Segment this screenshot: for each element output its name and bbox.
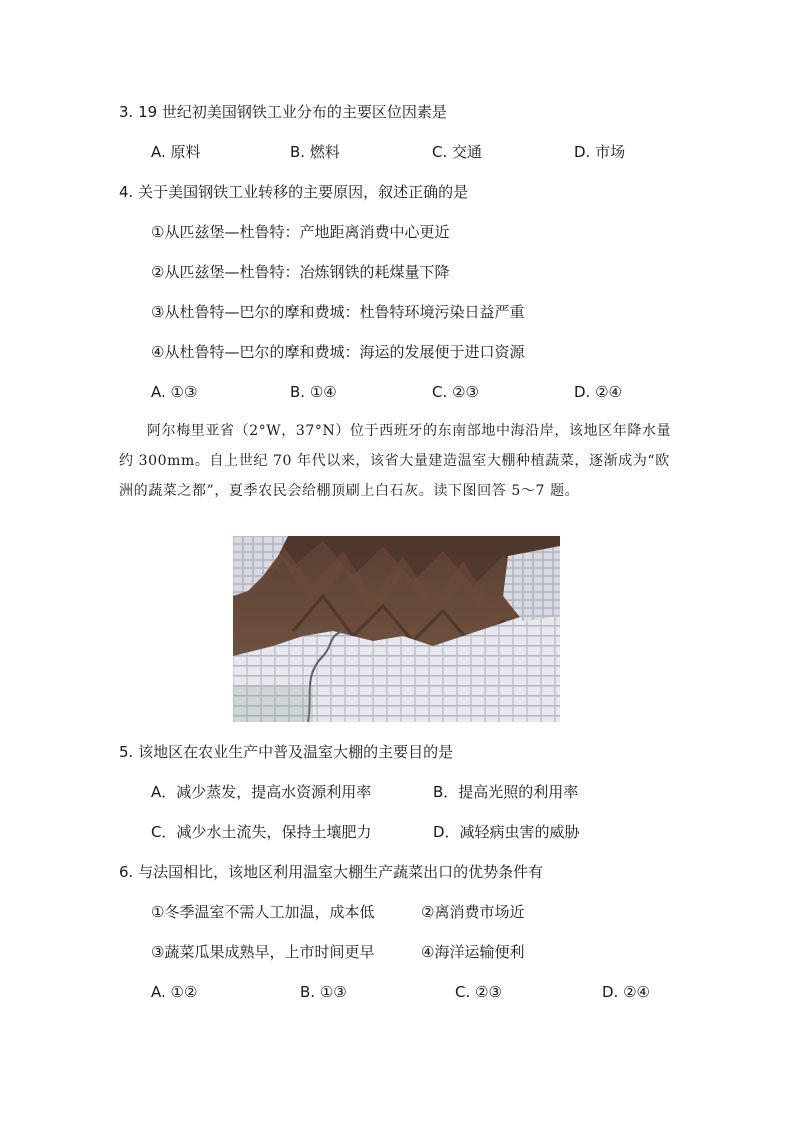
q4-statement-1: ①从匹兹堡—杜鲁特：产地距离消费中心更近 bbox=[151, 223, 450, 241]
q3-option-d: D. 市场 bbox=[574, 143, 626, 161]
q4-statement-3: ③从杜鲁特—巴尔的摩和费城：杜鲁特环境污染日益严重 bbox=[151, 303, 525, 321]
q6-statement-4: ④海洋运输便利 bbox=[421, 943, 525, 961]
q4-option-b: B. ①④ bbox=[290, 383, 337, 401]
q6-statement-1: ①冬季温室不需人工加温，成本低 bbox=[151, 903, 375, 921]
q3-option-c: C. 交通 bbox=[432, 143, 483, 161]
q6-option-d: D. ②④ bbox=[602, 983, 650, 1001]
greenhouse-satellite-image bbox=[233, 536, 560, 722]
q3-option-a: A. 原料 bbox=[151, 143, 201, 161]
q5-option-a: A．减少蒸发，提高水资源利用率 bbox=[151, 783, 372, 801]
q4-stem: 4. 关于美国钢铁工业转移的主要原因，叙述正确的是 bbox=[119, 183, 469, 201]
q5-stem: 5. 该地区在农业生产中普及温室大棚的主要目的是 bbox=[119, 743, 454, 761]
q5-option-b: B．提高光照的利用率 bbox=[433, 783, 579, 801]
q4-statement-2: ②从匹兹堡—杜鲁特：冶炼钢铁的耗煤量下降 bbox=[151, 263, 450, 281]
q6-option-c: C. ②③ bbox=[455, 983, 502, 1001]
q3-option-b: B. 燃料 bbox=[290, 143, 340, 161]
q6-stem: 6. 与法国相比，该地区利用温室大棚生产蔬菜出口的优势条件有 bbox=[119, 863, 544, 881]
q4-option-a: A. ①③ bbox=[151, 383, 198, 401]
q5-option-c: C．减少水土流失，保持土壤肥力 bbox=[151, 823, 372, 841]
q4-option-d: D. ②④ bbox=[574, 383, 622, 401]
q6-option-a: A. ①② bbox=[151, 983, 198, 1001]
reading-passage: 阿尔梅里亚省（2°W，37°N）位于西班牙的东南部地中海沿岸，该地区年降水量约 300mm。自上世纪 70 年代以来，该省大量建造温室大棚种植蔬菜，逐渐成为“欧洲的蔬菜之都”，夏季农民会给棚顶刷上白石灰。读下图回答 5～7 题。 bbox=[119, 423, 672, 499]
q3-stem: 3. 19 世纪初美国钢铁工业分布的主要区位因素是 bbox=[119, 103, 447, 121]
q6-statement-3: ③蔬菜瓜果成熟早，上市时间更早 bbox=[151, 943, 375, 961]
q6-option-b: B. ①③ bbox=[300, 983, 347, 1001]
q5-option-d: D．减轻病虫害的威胁 bbox=[433, 823, 580, 841]
q6-statement-2: ②离消费市场近 bbox=[421, 903, 525, 921]
q4-statement-4: ④从杜鲁特—巴尔的摩和费城：海运的发展便于进口资源 bbox=[151, 343, 525, 361]
q4-option-c: C. ②③ bbox=[432, 383, 479, 401]
